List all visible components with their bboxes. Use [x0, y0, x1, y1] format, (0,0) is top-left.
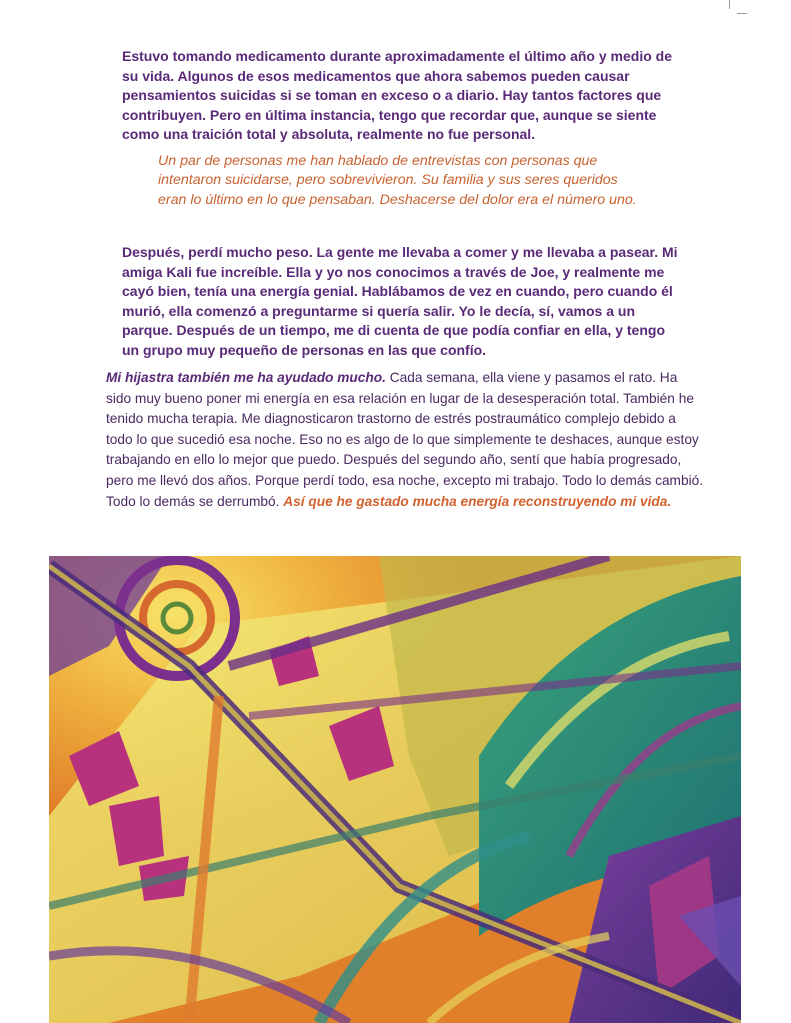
paragraph-medication: Estuvo tomando medicamento durante aproximadamente el último año y medio de su vida. Algunos de esos medicamentos que ahora sabemos pueden causar pensamientos suicidas si se toman en exceso o a diario. Hay tantos factores que contribuyen. Pero en última instancia, tengo que recordar que, aunque se siente como una traición total y absoluta, realmente no fue personal.	[122, 48, 672, 143]
paragraph-body: Cada semana, ella viene y pasamos el rato. Ha sido muy bueno poner mi energía en esa relación en lugar de la desesperación total. También he tenido mucha terapia. Me diagnosticaron trastorno de estrés postraumático complejo debido a todo lo que sucedió esa noche. Eso no es algo de lo que simplemente te deshaces, aunque estoy trabajando en ello lo mejor que puedo. Después del segundo año, sentí que había progresado, pero me llevó dos años. Porque perdí todo, esa noche, excepto mi trabajo. Todo lo demás cambió. Todo lo demás se derrumbó.	[106, 370, 704, 509]
abstract-pastel-drawing-icon	[49, 556, 741, 1023]
abstract-artwork	[49, 556, 741, 1023]
paragraph-lead: Mi hijastra también me ha ayudado mucho.	[106, 370, 386, 385]
paragraph-stepdaughter	[106, 368, 706, 512]
paragraph-friend-kali: Después, perdí mucho peso. La gente me llevaba a comer y me llevaba a pasear. Mi amiga Kali fue increíble. Ella y yo nos conocimos a través de Joe, y realmente me cayó bien, tenía una energía genial. Hablábamos de vez en cuando, pero cuando él murió, ella comenzó a preguntarme si quería salir. Yo le decía, sí, vamos a un parque. Después de un tiempo, me di cuenta de que podía confiar en ella, y tengo un grupo muy pequeño de personas en las que confío.	[122, 244, 678, 358]
pull-quote: Un par de personas me han hablado de entrevistas con personas que intentaron suicidarse, pero sobrevivieron. Su familia y sus seres queridos eran lo último en lo que pensaban. Deshacerse del dolor era el número uno.	[158, 153, 637, 208]
crop-mark-horizontal	[737, 13, 747, 14]
crop-mark-vertical	[729, 0, 730, 9]
paragraph-tail: Así que he gastado mucha energía reconstruyendo mi vida.	[283, 493, 672, 509]
